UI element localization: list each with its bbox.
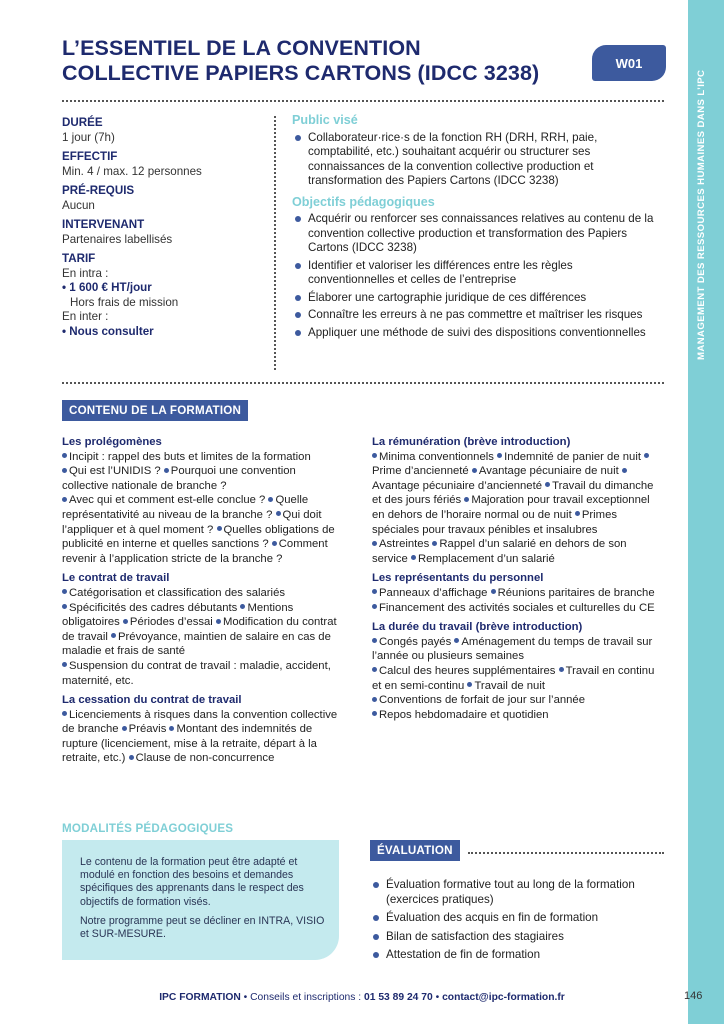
bullet-dot <box>272 541 277 546</box>
modalites-paragraph-1: Le contenu de la formation peut être adapté et modulé en fonction des besoins et demandes spécifiques des apprenants dans le respect des objectifs de formation visés. <box>80 856 304 908</box>
contenu-left-paragraph-0 <box>62 450 339 567</box>
content-item: Remplacement d’un salarié <box>417 552 555 565</box>
footer-separator: • <box>432 992 443 1003</box>
bullet-dot <box>411 555 416 560</box>
content-item: Avantage pécuniaire de nuit <box>478 465 619 478</box>
content-item: Réunions paritaires de branche <box>497 586 655 599</box>
bullet-dot <box>111 633 116 638</box>
contenu-badge-wrap <box>62 400 248 421</box>
contenu-right-paragraph-1 <box>372 586 664 615</box>
divider-vertical <box>274 116 276 370</box>
bullet-dot <box>62 453 67 458</box>
contenu-right-paragraph-0 <box>372 450 664 567</box>
modalites-text <box>80 856 328 947</box>
objectifs-list <box>292 212 662 340</box>
duree-value: 1 jour (7h) <box>62 130 115 144</box>
contenu-left-paragraph-2 <box>62 708 339 766</box>
duree-label: DURÉE <box>62 116 103 129</box>
footer-email-link[interactable]: contact@ipc-formation.fr <box>442 992 565 1003</box>
bullet-dot <box>217 526 222 531</box>
effectif-value: Min. 4 / max. 12 personnes <box>62 164 202 178</box>
bullet-dot <box>268 497 273 502</box>
content-item: Licenciements à risques dans la convention collective de branche <box>62 708 338 736</box>
divider-evaluation <box>468 852 664 854</box>
divider-middle <box>62 382 664 384</box>
contenu-badge: CONTENU DE LA FORMATION <box>62 400 248 421</box>
bullet-dot <box>372 604 377 609</box>
tarif-inter: En inter : <box>62 310 109 323</box>
bullet-dot <box>240 604 245 609</box>
bullet-dot <box>454 638 459 643</box>
content-item: Majoration pour travail exceptionnel en dehors de l’horaire normal ou de nuit <box>372 494 650 521</box>
bullet-dot <box>372 638 377 643</box>
tarif-intra-price: • 1 600 € HT/jour <box>62 281 152 294</box>
tarif-inter-price: • Nous consulter <box>62 324 154 338</box>
content-item: Congés payés <box>379 635 452 648</box>
bullet-dot <box>372 697 377 702</box>
content-item: Minima conventionnels <box>379 450 494 463</box>
bullet-dot <box>545 482 550 487</box>
content-item: Repos hebdomadaire et quotidien <box>379 708 549 721</box>
bullet-dot <box>432 541 437 546</box>
bullet-dot <box>559 667 564 672</box>
content-item: Avantage pécuniaire d’ancienneté <box>372 479 543 492</box>
content-item: Incipit : rappel des buts et limites de la formation <box>69 450 311 463</box>
bullet-dot <box>622 468 627 473</box>
public-list <box>292 131 662 189</box>
content-item: Rappel d’un salarié en dehors de son service <box>372 538 627 565</box>
evaluation-badge: ÉVALUATION <box>370 840 460 861</box>
content-item: Avec qui et comment est-elle conclue ? <box>69 494 266 507</box>
title-line-1: L’ESSENTIEL DE LA CONVENTION <box>62 36 421 60</box>
content-item: Mentions obligatoires <box>62 601 294 629</box>
bullet-dot <box>372 589 377 594</box>
content-item: Qui doit l’appliquer et à quel moment ? <box>62 508 322 536</box>
contenu-right-heading-2: La durée du travail (brève introduction) <box>372 621 583 634</box>
evaluation-badge-wrap <box>370 840 460 861</box>
footer-brand: IPC FORMATION <box>159 992 241 1003</box>
content-item: Clause de non-concurrence <box>135 752 275 765</box>
contenu-right-column <box>372 435 664 727</box>
content-item: Indemnité de panier de nuit <box>504 450 641 463</box>
list-item: Connaître les erreurs à ne pas commettre et maîtriser les risques <box>292 308 662 323</box>
list-item: Évaluation des acquis en fin de formation <box>370 911 670 926</box>
bullet-dot <box>62 604 67 609</box>
tarif-intra: En intra : <box>62 266 109 280</box>
contenu-right-heading-1: Les représentants du personnel <box>372 572 544 585</box>
content-item: Travail du dimanche et des jours fériés <box>372 479 654 507</box>
footer-phone[interactable]: 01 53 89 24 70 <box>364 992 433 1003</box>
content-item: Prime d’ancienneté <box>372 465 469 478</box>
content-item: Périodes d’essai <box>129 616 213 629</box>
modalites-heading: MODALITÉS PÉDAGOGIQUES <box>62 822 234 835</box>
content-item: Catégorisation et classification des salariés <box>69 586 286 599</box>
bullet-dot <box>276 511 281 516</box>
bullet-dot <box>122 726 127 731</box>
content-item: Prévoyance, maintien de salaire en cas de maladie et frais de santé <box>62 630 331 658</box>
tarif-label: TARIF <box>62 252 96 265</box>
intervenant-label: INTERVENANT <box>62 218 145 231</box>
content-item: Quelle représentativité au niveau de la branche ? <box>62 494 309 521</box>
list-item: Bilan de satisfaction des stagiaires <box>370 930 670 945</box>
content-item: Quelles obligations de publicité en interne et quelles sanctions ? <box>62 523 335 551</box>
content-item: Travail de nuit <box>474 679 545 692</box>
list-item: Appliquer une méthode de suivi des dispositions conventionnelles <box>292 326 662 341</box>
prerequis-value: Aucun <box>62 198 95 212</box>
list-item: Élaborer une cartographie juridique de ces différences <box>292 291 662 306</box>
content-item: Préavis <box>128 723 167 736</box>
bullet-dot <box>491 589 496 594</box>
contenu-right-paragraph-2 <box>372 635 664 723</box>
content-item: Qui est l’UNIDIS ? <box>69 465 161 478</box>
bullet-dot <box>464 497 469 502</box>
contenu-right-heading-0: La rémunération (brève introduction) <box>372 436 571 448</box>
bullet-dot <box>62 662 67 667</box>
content-item: Montant des indemnités de rupture (licenciement, mise à la retraite, départ à la retraite, etc.) <box>62 723 317 765</box>
content-item: Comment revenir à l’application stricte de la branche ? <box>62 538 328 565</box>
objectives-column <box>292 113 662 346</box>
bullet-dot <box>575 511 580 516</box>
evaluation-column <box>370 878 670 969</box>
content-item: Primes spéciales pour travaux pénibles et insalubres <box>372 508 618 536</box>
page-title <box>62 36 582 86</box>
modalites-paragraph-2: Notre programme peut se décliner en INTRA, VISIO et SUR-MESURE. <box>80 914 325 941</box>
list-item: Collaborateur·rice·s de la fonction RH (DRH, RRH, paie, comptabilité, etc.) souhaitant acquérir ou structurer ses connaissances de la convention collective production et transformation des Papiers Cartons (IDCC 3238) <box>292 131 662 189</box>
title-line-2: COLLECTIVE PAPIERS CARTONS (IDCC 3238) <box>62 61 540 85</box>
bullet-dot <box>372 541 377 546</box>
bullet-dot <box>472 468 477 473</box>
intervenant-value: Partenaires labellisés <box>62 232 173 246</box>
list-item: Évaluation formative tout au long de la formation (exercices pratiques) <box>370 878 670 907</box>
divider-top <box>62 100 664 102</box>
bullet-dot <box>164 468 169 473</box>
bullet-dot <box>129 755 134 760</box>
footer-text: • Conseils et inscriptions : <box>240 992 365 1003</box>
content-item: Astreintes <box>379 538 430 551</box>
bullet-dot <box>62 711 67 716</box>
footer <box>0 992 724 1003</box>
prerequis-label: PRÉ-REQUIS <box>62 184 135 197</box>
content-item: Aménagement du temps de travail sur l’année ou plusieurs semaines <box>372 635 653 663</box>
bullet-dot <box>62 497 67 502</box>
bullet-dot <box>372 667 377 672</box>
bullet-dot <box>644 453 649 458</box>
content-item: Panneaux d’affichage <box>379 586 488 599</box>
content-item: Conventions de forfait de jour sur l’année <box>379 694 585 707</box>
sidebar-label: MANAGEMENT DES RESSOURCES HUMAINES DANS L’IPC <box>696 69 707 360</box>
bullet-dot <box>372 453 377 458</box>
bullet-dot <box>123 619 128 624</box>
bullet-dot <box>467 682 472 687</box>
bullet-dot <box>216 619 221 624</box>
public-heading: Public visé <box>292 113 358 127</box>
content-item: Financement des activités sociales et culturelles du CE <box>379 601 655 614</box>
list-item: Attestation de fin de formation <box>370 948 670 963</box>
content-item: Pourquoi une convention collective nationale de branche ? <box>62 465 296 492</box>
content-item: Spécificités des cadres débutants <box>69 601 238 614</box>
bullet-dot <box>372 711 377 716</box>
contenu-left-heading-2: La cessation du contrat de travail <box>62 694 242 707</box>
content-item: Modification du contrat de travail <box>62 616 337 643</box>
bullet-dot <box>169 726 174 731</box>
content-item: Suspension du contrat de travail : maladie, accident, maternité, etc. <box>62 659 331 687</box>
evaluation-list <box>370 878 670 963</box>
info-column <box>62 116 272 339</box>
objectifs-heading: Objectifs pédagogiques <box>292 194 435 209</box>
course-code-badge: W01 <box>592 45 666 81</box>
list-item: Acquérir ou renforcer ses connaissances relatives au contenu de la convention collective production et transformation des Papiers Cartons (IDCC 3238) <box>292 212 662 256</box>
contenu-left-column <box>62 435 339 771</box>
tarif-intra-note: Hors frais de mission <box>70 295 179 309</box>
bullet-dot <box>62 589 67 594</box>
list-item: Identifier et valoriser les différences entre les règles conventionnelles et celles de l’entreprise <box>292 259 662 288</box>
contenu-left-heading-0: Les prolégomènes <box>62 436 162 448</box>
page-number: 146 <box>684 990 703 1002</box>
content-item: Calcul des heures supplémentaires <box>379 664 556 677</box>
contenu-left-heading-1: Le contrat de travail <box>62 572 170 585</box>
bullet-dot <box>62 468 67 473</box>
effectif-label: EFFECTIF <box>62 150 118 163</box>
bullet-dot <box>497 453 502 458</box>
contenu-left-paragraph-1 <box>62 586 339 688</box>
content-item: Travail en continu et en semi-continu <box>372 664 655 692</box>
